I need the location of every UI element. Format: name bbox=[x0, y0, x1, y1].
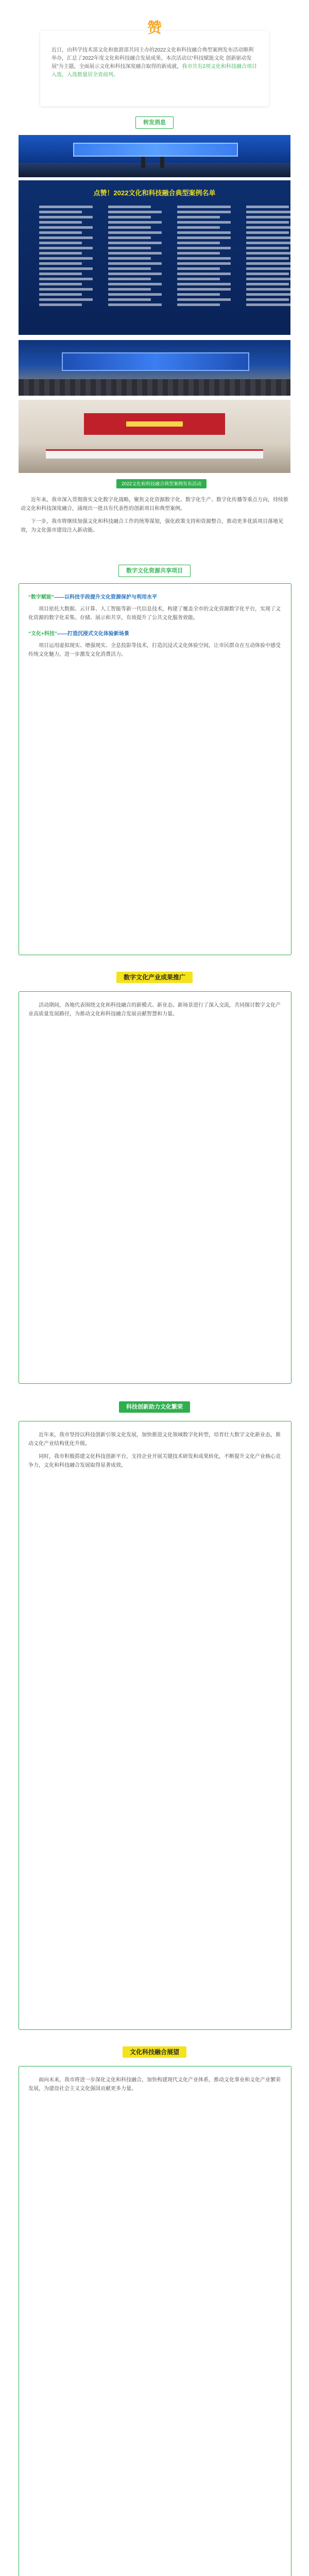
subhead-2-paragraph: 项目运用虚拟现实、增强现实、全息投影等技术，打造沉浸式文化体验空间，让市民群众在互动体验中感受传统文化魅力，进一步激发文化消费活力。 bbox=[28, 643, 281, 657]
promotion-section-title: 数字文化产业成果推广 bbox=[116, 972, 193, 983]
like-badge: 赞 bbox=[147, 19, 162, 36]
winners-poster bbox=[19, 180, 290, 335]
innovation-label-wrap bbox=[0, 1401, 309, 1413]
innovation-paragraph-1: 近年来，我市坚持以科技创新引领文化发展，加快推进文化领域数字化转型，培育壮大数字文化新业态，推动文化产业结构优化升级。 bbox=[28, 1432, 281, 1447]
paragraph-2: 下一步，我市将继续加强文化和科技融合工作的统筹谋划，强化政策支持和资源整合，推动更多优质项目落地见效，为文化强市建设注入新动能。 bbox=[21, 519, 283, 533]
intro-highlight: 我市共有2项文化和科技融合项目入选，入选数量居全省前列。 bbox=[52, 64, 257, 78]
innovation-paragraph-2: 同时，我市积极搭建文化科技创新平台，支持企业开展关键技术研发和成果转化，不断提升文化产业核心竞争力，文化和科技融合发展取得显著成效。 bbox=[28, 1454, 281, 1468]
stage-photo bbox=[19, 135, 290, 177]
innovation-section-title: 科技创新助力文化繁荣 bbox=[119, 1401, 190, 1413]
intro-text: 近日，由科学技术部文化和旅游部共同主办的2022文化和科技融合典型案例发布活动顺利举办，汇总了2022年度文化和科技融合发展成果。本次活动以“科技赋能文化 创新驱动发展”为主题，全面展示文化和科技深度融合取得的新成就，我市共有2项文化和科技融合项目入选，入选数量居全省前列。 bbox=[52, 47, 257, 78]
promotion-box bbox=[19, 991, 291, 1384]
meeting-photo bbox=[19, 400, 290, 473]
poster-title: 点赞！2022文化和科技融合典型案例名单 bbox=[93, 189, 216, 197]
project-section-title: 数字文化资源共享项目 bbox=[118, 565, 191, 577]
subhead-1: “数字赋能”——以科技手段提升文化资源保护与利用水平 bbox=[28, 595, 157, 600]
hall-photo bbox=[19, 340, 290, 396]
section-intro-wrap bbox=[0, 116, 309, 129]
future-box bbox=[19, 2066, 291, 2576]
subhead-1-paragraph: 项目依托大数据、云计算、人工智能等新一代信息技术，构建了覆盖全市的文化资源数字化平台，实现了文化资源的数字化采集、存储、展示和共享，有效提升了公共文化服务效能。 bbox=[28, 606, 281, 621]
future-section-title: 文化科技融合展望 bbox=[123, 2046, 186, 2058]
project-box bbox=[19, 583, 291, 955]
paragraph-1: 近年来，我市深入贯彻落实文化数字化战略，聚焦文化资源数字化、数字化生产、数字化传播等重点方向，持续推动文化和科技深度融合，涌现出一批具有代表性的创新项目和典型案例。 bbox=[21, 497, 288, 512]
promotion-label-wrap bbox=[0, 972, 309, 983]
project-label-wrap bbox=[0, 565, 309, 577]
section-intro-label: 转发消息 bbox=[135, 116, 174, 129]
body-text-1 bbox=[21, 496, 288, 539]
subhead-2: “文化+科技”——打造沉浸式文化体验新场景 bbox=[28, 631, 129, 637]
future-label-wrap bbox=[0, 2046, 309, 2058]
intro-card bbox=[40, 19, 269, 106]
promotion-paragraph: 活动期间，各地代表围绕文化和科技融合的新模式、新业态、新场景进行了深入交流，共同探讨数字文化产业高质量发展路径，为推动文化和科技融合发展贡献智慧和力量。 bbox=[28, 1003, 281, 1017]
future-paragraph: 面向未来，我市将进一步深化文化和科技融合，加快构建现代文化产业体系，推动文化事业和文化产业繁荣发展，为建设社会主义文化强国贡献更多力量。 bbox=[28, 2077, 281, 2092]
photo-caption: 2022文化和科技融合典型案例发布活动 bbox=[116, 479, 207, 488]
innovation-box bbox=[19, 1421, 291, 2030]
